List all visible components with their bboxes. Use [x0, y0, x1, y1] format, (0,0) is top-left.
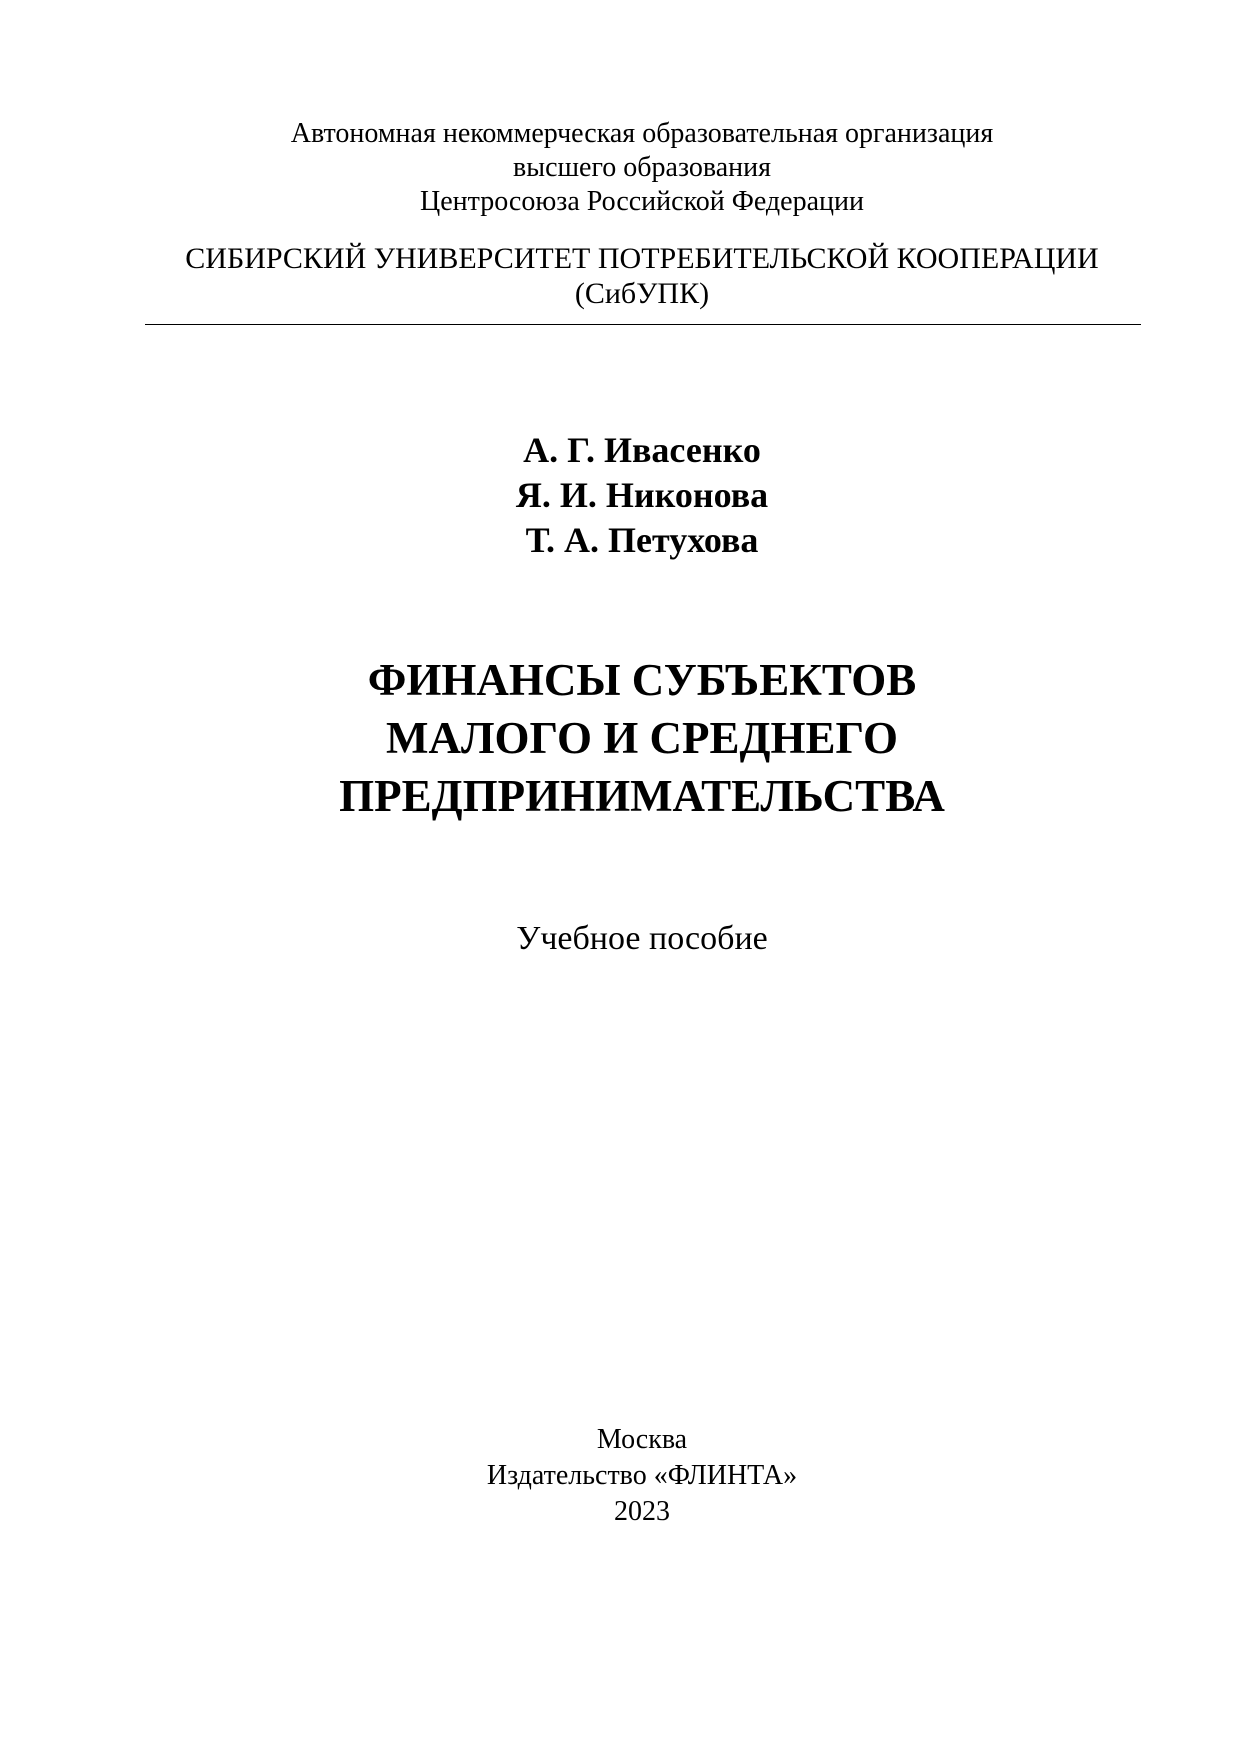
book-title-line-3: ПРЕДПРИНИМАТЕЛЬСТВА: [339, 771, 945, 821]
header-divider: [145, 324, 1141, 325]
book-title-line-1: ФИНАНСЫ СУБЪЕКТОВ: [367, 655, 917, 705]
university-name: СИБИРСКИЙ УНИВЕРСИТЕТ ПОТРЕБИТЕЛЬСКОЙ КООПЕРАЦИИ: [185, 242, 1099, 275]
org-line-1: Автономная некоммерческая образовательная организация: [290, 118, 994, 149]
book-subtitle: Учебное пособие: [516, 920, 768, 957]
imprint-city: Москва: [596, 1424, 688, 1455]
imprint-publisher: Издательство «ФЛИНТА»: [486, 1460, 798, 1491]
author-2: Я. И. Никонова: [515, 475, 769, 515]
university-abbreviation: (СибУПК): [574, 277, 710, 310]
imprint-year: 2023: [614, 1496, 670, 1527]
org-line-3: Центросоюза Российской Федерации: [420, 186, 864, 217]
book-title-line-2: МАЛОГО И СРЕДНЕГО: [385, 713, 898, 763]
author-3: Т. А. Петухова: [525, 520, 759, 560]
author-1: А. Г. Ивасенко: [523, 430, 761, 470]
org-line-2: высшего образования: [513, 152, 771, 183]
